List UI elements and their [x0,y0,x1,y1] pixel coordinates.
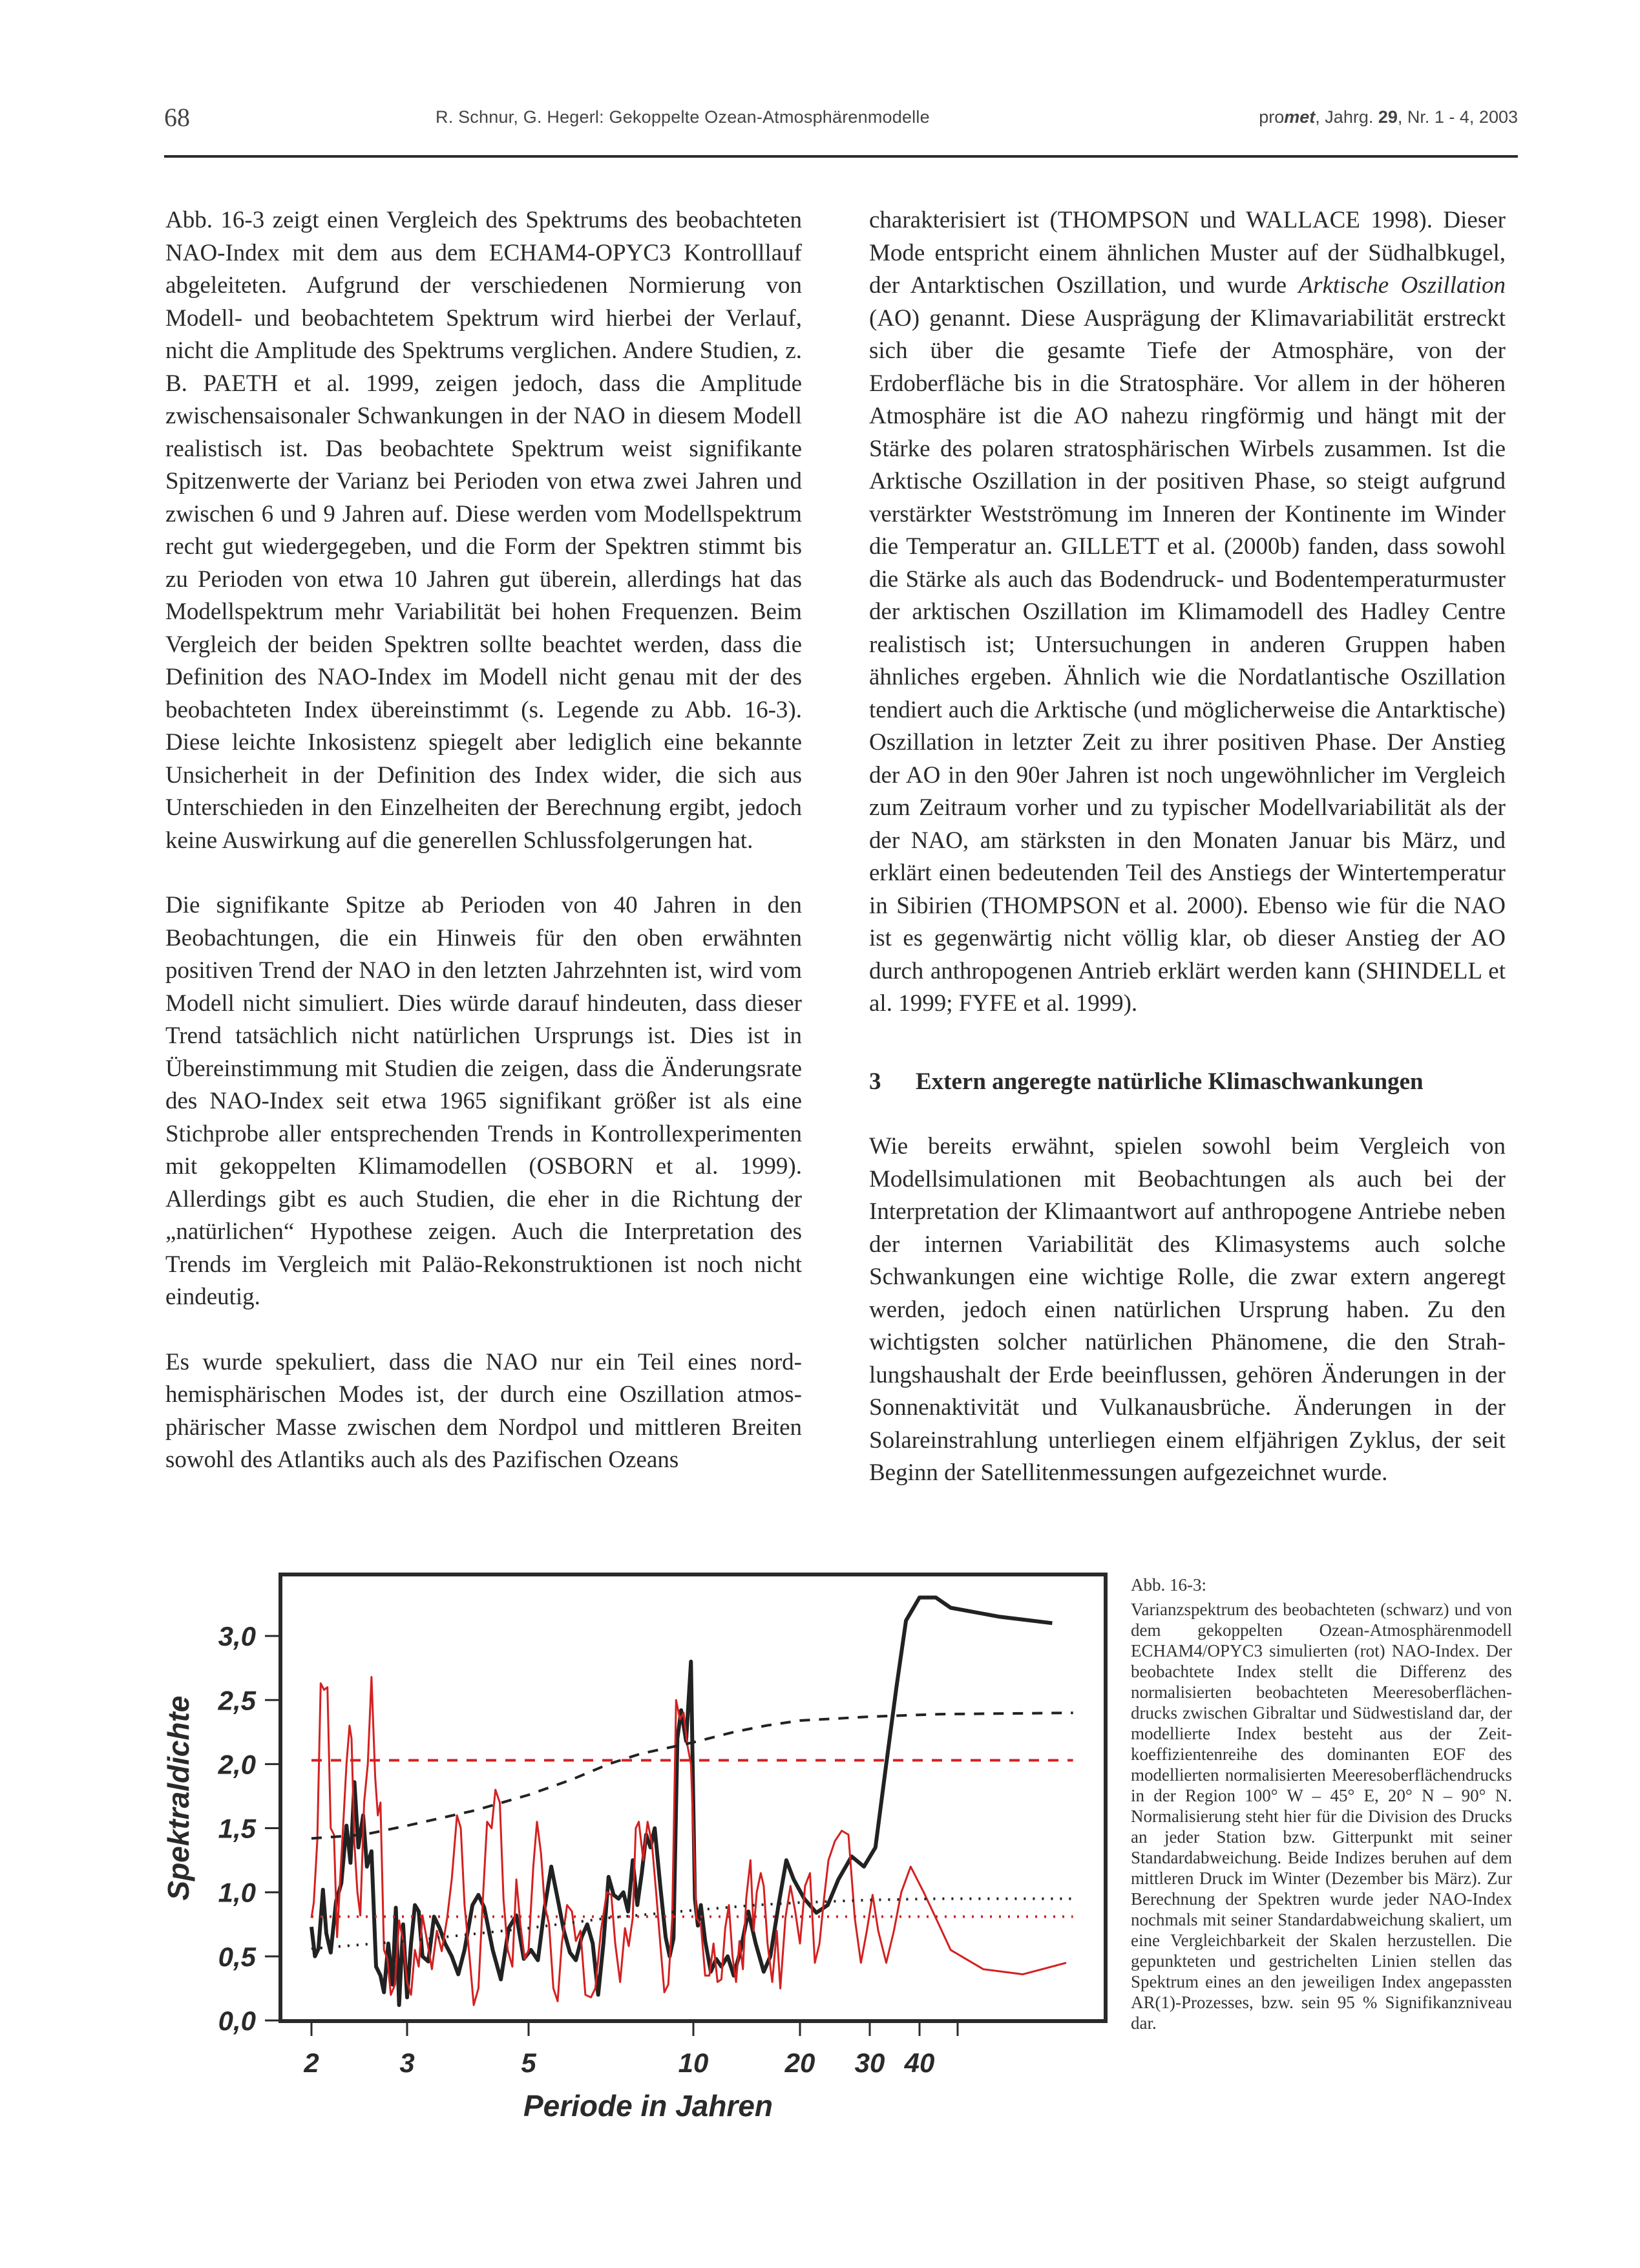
figure-spectrum-chart [149,1538,1111,2139]
y-axis-label: Spektraldichte [162,1695,195,1901]
left-column [165,204,802,1477]
paragraph: Die signifikante Spitze ab Perioden von 40 Jahren in den Beobachtungen, die ein Hinweis für den oben erwähnten positiven Trend der NAO in den letzten Jahrzehnten ist, wird vom Modell nicht simuliert. Dies würde darauf hindeuten, dass dieser Trend tatsächlich nicht natürlichen Ursprungs ist. Dies ist in Übereinstimmung mit Studien die zeigen, dass die Änderungsrate des NAO-Index seit etwa 1965 signifikant größer ist als eine Stichprobe aller entsprechenden Trends in Kontrollexperimenten mit gekoppelten Klimamodellen (OSBORN et al. 1999). Allerdings gibt es auch Studien, die eher in die Richtung der „natürlichen“ Hypothese zeigen. Auch die Interpretation des Trends im Vergleich mit Paläo-Rekonstruktionen ist noch nicht eindeutig. [165,892,802,1310]
running-title: R. Schnur, G. Hegerl: Gekoppelte Ozean-Atmosphärenmodelle [436,107,930,127]
paragraph: Abb. 16-3 zeigt einen Vergleich des Spektrums des beobachteten NAO-Index mit dem aus dem ECHAM4-OPYC3 Kontrolllauf abgeleiteten. Aufgrund der verschiedenen Normierung von Modell- und beobachtetem Spektrum wird hierbei der Verlauf, nicht die Amplitude des Spektrums verglichen. Andere Studien, z. B. PAETH et al. 1999, zeigen jedoch, dass die Amplitude zwischensaisonaler Schwankungen in der NAO in diesem Modell realistisch ist. Das beobachtete Spektrum weist signifikante Spitzenwerte der Varianz bei Perioden von etwa zwei Jahren und zwischen 6 und 9 Jahren auf. Diese werden vom Modellspektrum recht gut wiedergegeben, und die Form der Spektren stimmt bis zu Perioden von etwa 10 Jahren gut überein, allerdings hat das Modellspektrum mehr Variabilität bei hohen Frequenzen. Beim Vergleich der beiden Spektren sollte beachtet werden, dass die Definition des NAO-Index im Modell nicht genau mit der des beobachteten Index übereinstimmt (s. Legende zu Abb. 16-3). Diese leichte Inkosistenz spiegelt aber lediglich eine bekannte Unsicherheit in der Definition des Index wider, die sich aus Unterschieden in den Einzelheiten der Berechnung ergibt, jedoch keine Auswirkung auf die generellen Schlussfolgerungen hat. [165,207,802,854]
chart-series [311,1598,1073,2006]
x-tick-label: 40 [904,2048,935,2078]
y-axis [218,1621,280,2036]
term-arktische-oszillation: Arktische Oszillation [1298,272,1506,299]
y-tick-label: 1,5 [218,1813,256,1844]
paragraph: Wie bereits erwähnt, spielen sowohl beim Vergleich von Modellsimulationen mit Beobachtungen als auch bei der Interpretation der Klimaantwort auf anthropogene Antriebe neben der internen Variabilität des Klimasystems auch solche Schwankungen eine wichtige Rolle, die zwar extern angeregt werden, jedoch einen natürlichen Ursprung haben. Zu den wichtigsten solcher natürlichen Phänomene, die den Strahlungshaushalt der Erde beeinflussen, gehören Änderungen in der Sonnenaktivität und Vulkanausbrüche. Änderungen in der Solareinstrahlung unterliegen einem elfjährigen Zyklus, der seit Beginn der Satellitenmessungen aufgezeichnet wurde. [869,1133,1506,1486]
x-tick-label: 3 [399,2048,415,2078]
caption-label: Abb. 16-3: [1131,1575,1206,1595]
y-tick-label: 2,5 [218,1685,256,1716]
figure-caption [1131,1574,1512,2033]
journal-brand: met [1284,107,1316,127]
section-number: 3 [869,1068,881,1095]
caption-text: Varianzspektrum des beobachteten (schwarz) und von dem gekoppelten Ozean-Atmosphärenmodell ECHAM4/OPYC3 simulierten (rot) NAO-Index. Der beobachtete Index stellt die Differenz des normalisierten beobachteten Meeresoberflächendrucks zwischen Gibraltar und Südwestisland dar, der modellierte Index besteht aus der Zeitkoeffizientenreihe des dominanten EOF des modellierten normalisierten Meeresoberflächendrucks in der Region 100° W – 45° E, 20° N – 90° N. Normalisierung steht hier für die Division des Drucks an jeder Station bzw. Gitterpunkt mit seiner Standardabweichung. Beide Indizes beruhen auf dem mittleren Druck im Winter (Dezember bis März). Zur Berechnung der Spektren wurde jeder NAO-Index nochmals mit seiner Standardabweichung skaliert, um eine Vergleichbarkeit der Skalen herzustellen. Die gepunkteten und gestrichelten Linien stellen das Spektrum eines an den jeweiligen Index angepassten AR(1)-Prozesses, bzw. sein 95 % Signifikanzniveau dar. [1131,1600,1512,2033]
paragraph: charakterisiert ist (THOMPSON und WALLACE 1998). Dieser Mode entspricht einem ähnlichen Muster auf der Südhalbkugel, der Antarktischen Oszillation, und wurde Arktische Oszillation (AO) genannt. Diese Ausprägung der Klimavariabilität erstreckt sich über die gesamte Tiefe der Atmosphäre, von der Erdoberfläche bis in die Stratosphäre. Vor allem in der höheren Atmosphäre ist die AO nahezu ringförmig und hängt mit der Stärke des polaren stratosphärischen Wirbels zusammen. Ist die Arktische Oszillation in der positiven Phase, so steigt aufgrund verstärkter Westströmung im Inneren der Kontinente im Winder die Temperatur an. GILLETT et al. (2000b) fanden, dass sowohl die Stärke als auch das Bodendruck- und Bodentemperaturmuster der arktischen Oszillation im Klimamodell des Hadley Centre realistisch ist; Untersuchungen in anderen Gruppen haben ähnliches ergeben. Ähnlich wie die Nordatlantische Oszillation tendiert auch die Arktische (und möglicherweise die Antarktische) Oszillation in letzter Zeit zu ihrer positiven Phase. Der Anstieg der AO in den 90er Jahren ist noch ungewöhnlicher im Vergleich zum Zeitraum vorher und zu typischer Modellvariabilität als der der NAO, am stärksten in den Monaten Januar bis März, und erklärt einen bedeutenden Teil des Anstiegs der Wintertemperatur in Sibirien (THOMPSON et al. 2000). Ebenso wie für die NAO ist es gegenwärtig nicht völlig klar, ob dieser Anstieg der AO durch anthropogenen Antrieb erklärt werden kann (SHINDELL et al. 1999; FYFE et al. 1999). [869,207,1506,1017]
series-ar-1-beobachtet [311,1899,1073,1949]
spectrum-chart [149,1538,1111,2139]
x-tick-label: 5 [521,2048,536,2078]
x-tick-label: 10 [678,2048,709,2078]
series-beobachtet-schwarz- [311,1598,1052,2006]
journal-reference: promet, Jahrg. 29, Nr. 1 - 4, 2003 [1259,107,1518,127]
right-column [869,204,1506,1490]
x-tick-label: 20 [784,2048,815,2078]
y-tick-label: 0,5 [218,1941,256,1972]
y-tick-label: 2,0 [218,1749,256,1780]
section-heading [869,1066,1506,1099]
running-header [164,103,1518,132]
section-title: Extern angeregte natürliche Klimaschwankungen [916,1068,1424,1095]
page-number: 68 [164,103,190,132]
x-axis-label: Periode in Jahren [523,2089,773,2123]
x-tick-label: 30 [854,2048,885,2078]
x-axis [303,2021,958,2078]
header-rule [164,155,1518,158]
y-tick-label: 0,0 [218,2006,256,2036]
y-tick-label: 3,0 [218,1621,256,1652]
paragraph: Es wurde spekuliert, dass die NAO nur ein Teil eines nordhemisphärischen Modes ist, der durch eine Oszillation atmosphärischer Masse zwischen dem Nordpol und mittleren Breiten sowohl des Atlantiks auch als des Pazifischen Ozeans [165,1348,802,1473]
x-tick-label: 2 [304,2048,319,2078]
y-tick-label: 1,0 [218,1877,256,1908]
